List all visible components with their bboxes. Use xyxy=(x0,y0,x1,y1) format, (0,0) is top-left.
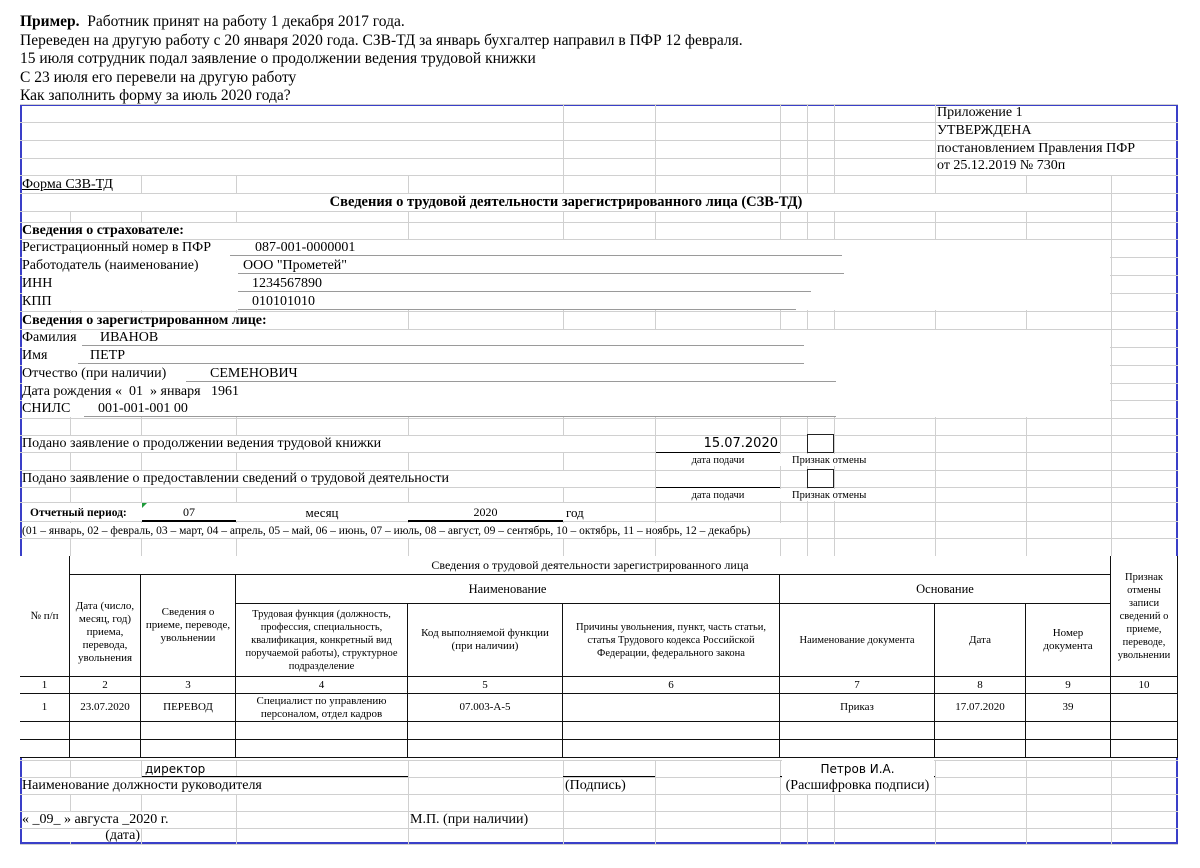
grid-col-line xyxy=(807,104,808,176)
grid-col-line xyxy=(1111,211,1112,556)
grid-col-line xyxy=(408,176,409,193)
period-year-label: год xyxy=(566,505,584,520)
snils-label: СНИЛС xyxy=(22,401,71,416)
approved-label: УТВЕРЖДЕНА xyxy=(937,123,1032,138)
inn-underline xyxy=(238,291,811,292)
snils-value[interactable]: 001-001-001 00 xyxy=(98,401,188,416)
grid-col-line xyxy=(935,760,936,844)
table-cell[interactable] xyxy=(20,740,70,758)
grid-col-line xyxy=(935,104,936,176)
grid-col-line xyxy=(1111,176,1112,193)
col-header-1: № п/п xyxy=(20,556,70,677)
provide-date-line xyxy=(656,487,780,488)
head-name-value[interactable]: Петров И.А. xyxy=(820,762,895,776)
table-cell[interactable] xyxy=(780,740,935,758)
head-name-label: (Расшифровка подписи) xyxy=(785,778,930,793)
sign-date-value[interactable]: « _09_ » августа _2020 г. xyxy=(22,812,169,827)
table-cell[interactable] xyxy=(1026,740,1111,758)
insurer-heading: Сведения о страхователе: xyxy=(22,223,184,238)
table-cell[interactable]: Приказ xyxy=(780,694,935,722)
grid-row-line xyxy=(20,418,1178,419)
continue-date-line xyxy=(656,452,780,453)
table-cell[interactable] xyxy=(70,722,141,740)
column-number: 9 xyxy=(1026,677,1111,694)
intro-line-4: С 23 июля его перевели на другую работу xyxy=(20,69,297,86)
name-label: Имя xyxy=(22,348,48,363)
appendix-label: Приложение 1 xyxy=(937,105,1023,120)
table-cell[interactable] xyxy=(20,722,70,740)
birth-month: » января xyxy=(150,384,201,399)
col-header-8: Дата xyxy=(935,604,1026,677)
grid-col-line xyxy=(1111,760,1112,844)
approved-by: постановлением Правления ПФР xyxy=(937,141,1136,156)
grid-col-line xyxy=(655,104,656,176)
column-number: 5 xyxy=(408,677,563,694)
provide-application-label: Подано заявление о предоставлении сведений о трудовой деятельности xyxy=(22,471,449,486)
table-cell[interactable] xyxy=(408,722,563,740)
grid-col-line xyxy=(780,104,781,176)
continue-date-caption: дата подачи xyxy=(691,455,745,466)
continue-cancel-caption: Признак отмены xyxy=(792,455,867,466)
snils-underline xyxy=(84,416,836,417)
surname-value[interactable]: ИВАНОВ xyxy=(100,330,159,345)
table-cell[interactable] xyxy=(70,740,141,758)
person-heading: Сведения о зарегистрированном лице: xyxy=(22,313,267,328)
table-cell[interactable]: 07.003-А-5 xyxy=(408,694,563,722)
col-header-6: Причины увольнения, пункт, часть статьи, статья Трудового кодекса Российской Федерации, федерального закона xyxy=(563,604,780,677)
provide-cancel-caption: Признак отмены xyxy=(792,490,867,501)
table-cell[interactable] xyxy=(1111,722,1178,740)
grid-row-line xyxy=(20,175,1178,176)
stamp-label: М.П. (при наличии) xyxy=(410,812,529,827)
grid-col-line xyxy=(408,760,409,844)
grid-col-line xyxy=(807,176,808,193)
group-header: Сведения о трудовой деятельности зарегистрированного лица xyxy=(70,556,1111,575)
provide-date-caption: дата подачи xyxy=(691,490,745,501)
col-header-2: Дата (число, месяц, год) приема, перевода, увольнения xyxy=(70,575,141,677)
surname-label: Фамилия xyxy=(22,330,77,345)
employer-underline xyxy=(238,273,844,274)
form-name: Форма СЗВ-ТД xyxy=(22,177,113,192)
name-underline xyxy=(78,363,804,364)
column-number: 1 xyxy=(20,677,70,694)
period-year-value[interactable]: 2020 xyxy=(473,505,498,519)
continue-cancel-checkbox[interactable] xyxy=(807,434,834,453)
head-position-label: Наименование должности руководителя xyxy=(22,778,262,793)
table-cell[interactable]: ПЕРЕВОД xyxy=(141,694,236,722)
head-position-value[interactable]: директор xyxy=(145,762,206,776)
grid-col-line xyxy=(236,760,237,844)
surname-underline xyxy=(82,345,804,346)
grid-col-line xyxy=(834,104,835,176)
column-number: 2 xyxy=(70,677,141,694)
intro-line-2: Переведен на другую работу с 20 января 2020 года. СЗВ-ТД за январь бухгалтер направил в ПФР 12 февраля. xyxy=(20,32,743,49)
col-header-4: Трудовая функция (должность, профессия, специальность, квалификация, конкретный вид поручаемой работы), структурное подразделение xyxy=(236,604,408,677)
table-cell[interactable]: 17.07.2020 xyxy=(935,694,1026,722)
grid-col-line xyxy=(236,176,237,193)
table-cell[interactable] xyxy=(141,722,236,740)
grid-col-line xyxy=(780,176,781,193)
basis-header: Основание xyxy=(780,575,1111,604)
table-cell[interactable] xyxy=(935,740,1026,758)
signature-label: (Подпись) xyxy=(565,778,626,793)
col-header-5: Код выполняемой функции (при наличии) xyxy=(408,604,563,677)
provide-cancel-checkbox[interactable] xyxy=(807,469,834,488)
birth-date-row xyxy=(22,383,239,401)
intro-text-1: Работник принят на работу 1 декабря 2017 года. xyxy=(87,13,405,30)
table-cell[interactable]: 23.07.2020 xyxy=(70,694,141,722)
grid-col-line xyxy=(563,104,564,176)
table-cell[interactable] xyxy=(563,694,780,722)
reg-number-value[interactable]: 087-001-0000001 xyxy=(255,240,356,255)
table-cell[interactable] xyxy=(141,740,236,758)
naming-header: Наименование xyxy=(236,575,780,604)
table-cell[interactable] xyxy=(935,722,1026,740)
grid-row-line xyxy=(20,828,1178,829)
employer-label: Работодатель (наименование) xyxy=(22,258,199,273)
grid-col-line xyxy=(141,760,142,844)
table-cell[interactable] xyxy=(408,740,563,758)
patronymic-value[interactable]: СЕМЕНОВИЧ xyxy=(210,366,298,381)
name-value[interactable]: ПЕТР xyxy=(90,348,125,363)
table-cell[interactable] xyxy=(1026,722,1111,740)
grid-col-line xyxy=(1026,176,1027,193)
col-header-7: Наименование документа xyxy=(780,604,935,677)
column-number: 7 xyxy=(780,677,935,694)
inn-value[interactable]: 1234567890 xyxy=(252,276,322,291)
table-cell[interactable] xyxy=(236,722,408,740)
birth-label: Дата рождения « xyxy=(22,384,122,399)
table-cell[interactable] xyxy=(780,722,935,740)
period-month-value[interactable]: 07 xyxy=(183,505,195,519)
reg-number-underline xyxy=(230,255,842,256)
continue-application-date[interactable]: 15.07.2020 xyxy=(703,436,778,451)
table-cell[interactable]: Специалист по управлению персоналом, отдел кадров xyxy=(236,694,408,722)
intro-line-5: Как заполнить форму за июль 2020 года? xyxy=(20,87,291,104)
intro-line-1 xyxy=(20,12,405,31)
table-cell[interactable] xyxy=(1111,740,1178,758)
kpp-label: КПП xyxy=(22,294,52,309)
form-title: Сведения о трудовой деятельности зарегистрированного лица (СЗВ-ТД) xyxy=(329,194,803,210)
kpp-underline xyxy=(238,309,796,310)
period-legend: (01 – январь, 02 – февраль, 03 – март, 04 – апрель, 05 – май, 06 – июнь, 07 – июль, 08 – август, 09 – сентябрь, 10 – октябрь, 11 – ноябрь, 12 – декабрь) xyxy=(22,525,751,537)
col-header-10: Признак отмены записи сведений о приеме, переводе, увольнении xyxy=(1111,556,1178,677)
grid-row-line xyxy=(20,211,1178,212)
table-cell[interactable] xyxy=(236,740,408,758)
birth-day[interactable]: 01 xyxy=(129,384,143,399)
period-month-label: месяц xyxy=(305,505,339,520)
grid-col-line xyxy=(935,176,936,193)
grid-col-line xyxy=(563,176,564,193)
grid-col-line xyxy=(1111,193,1112,211)
table-cell[interactable] xyxy=(563,740,780,758)
grid-col-line xyxy=(655,760,656,844)
grid-col-line xyxy=(655,176,656,193)
table-cell[interactable]: 1 xyxy=(20,694,70,722)
table-cell[interactable] xyxy=(1111,694,1178,722)
column-number: 4 xyxy=(236,677,408,694)
continue-application-label: Подано заявление о продолжении ведения трудовой книжки xyxy=(22,436,382,451)
inn-label: ИНН xyxy=(22,276,53,291)
period-label: Отчетный период: xyxy=(30,507,127,519)
intro-line-3: 15 июля сотрудник подал заявление о продолжении ведения трудовой книжки xyxy=(20,50,536,67)
birth-year[interactable]: 1961 xyxy=(211,384,240,399)
grid-col-line xyxy=(141,176,142,193)
approval-ref: от 25.12.2019 № 730п xyxy=(937,158,1066,173)
column-number: 3 xyxy=(141,677,236,694)
grid-col-line xyxy=(1026,760,1027,844)
reg-number-label: Регистрационный номер в ПФР xyxy=(22,240,211,255)
kpp-value[interactable]: 010101010 xyxy=(252,294,315,309)
sign-date-label: (дата) xyxy=(105,828,140,843)
grid-col-line xyxy=(834,176,835,193)
col-header-9: Номер документа xyxy=(1026,604,1111,677)
intro-lead: Пример. xyxy=(20,13,80,30)
grid-col-line xyxy=(563,760,564,844)
table-cell[interactable]: 39 xyxy=(1026,694,1111,722)
employer-value[interactable]: ООО "Прометей" xyxy=(243,258,348,273)
col-header-3: Сведения о приеме, переводе, увольнении xyxy=(141,575,236,677)
column-number: 6 xyxy=(563,677,780,694)
column-number: 10 xyxy=(1111,677,1178,694)
column-number: 8 xyxy=(935,677,1026,694)
table-cell[interactable] xyxy=(563,722,780,740)
patronymic-underline xyxy=(186,381,836,382)
patronymic-label: Отчество (при наличии) xyxy=(22,366,167,381)
grid-row-line xyxy=(20,844,1178,845)
